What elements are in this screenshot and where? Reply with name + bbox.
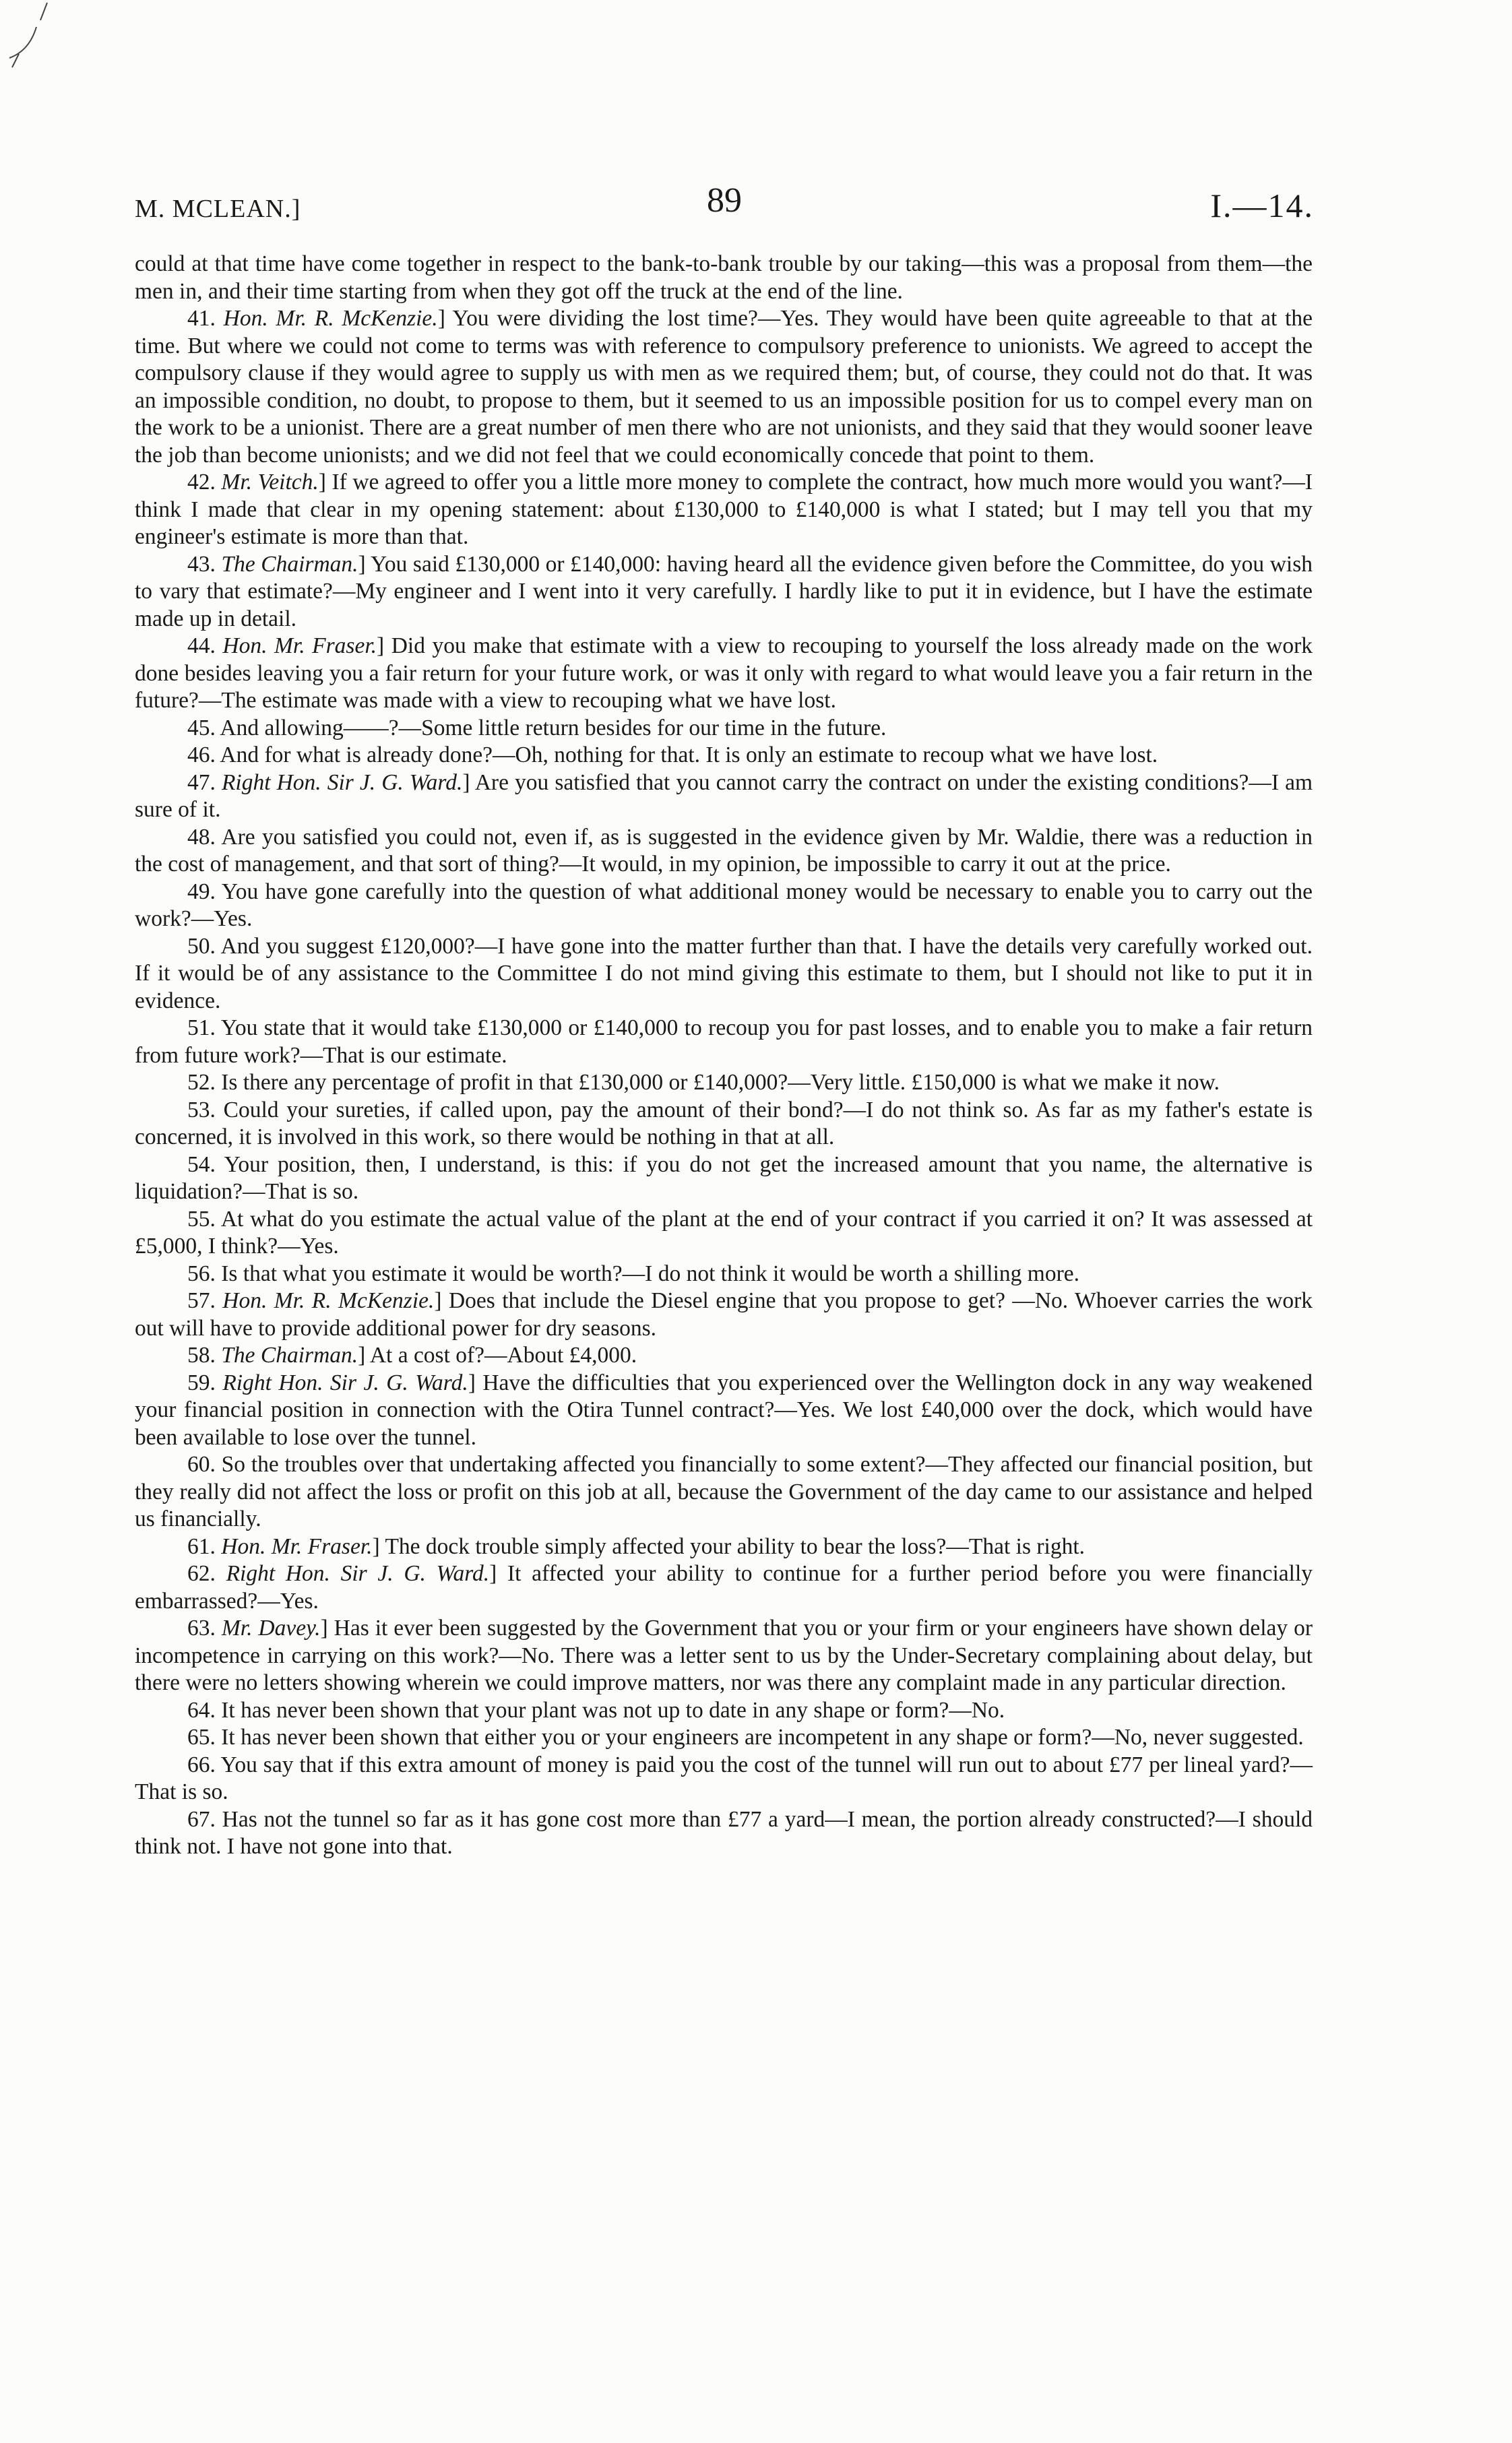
speaker: The Chairman. [221,551,358,577]
speaker: Right Hon. Sir J. G. Ward. [222,1370,468,1395]
evidence-text [135,251,1313,1861]
question-60: 60. So the troubles over that undertaking affected you financially to some extent?—They affected our financial position, but they really did not affect the loss or profit on this job at all, because the Government of the day came to our assistance and helped us financially. [135,1452,1313,1531]
question-64: 64. It has never been shown that your plant was not up to date in any shape or form?—No. [187,1697,1005,1723]
question-62: 62. Right Hon. Sir J. G. Ward.] It affected your ability to continue for a further period before you were financially embarrassed?—Yes. [135,1561,1313,1614]
question-47: 47. Right Hon. Sir J. G. Ward.] Are you satisfied that you cannot carry the contract on under the existing conditions?—I am sure of it. [135,769,1313,822]
question-45: 45. And allowing——?—Some little return besides for our time in the future. [187,715,887,740]
question-42: 42. Mr. Veitch.] If we agreed to offer you a little more money to complete the contract, how much more would you want?—I think I made that clear in my opening statement: about £130,000 to £140,000 is what I stated; but I may tell you that my engineer's estimate is more than that. [135,470,1313,549]
document-code: I.—14. [1210,187,1314,224]
question-52: 52. Is there any percentage of profit in that £130,000 or £140,000?—Very little. £150,000 is what we make it now. [187,1070,1220,1095]
question-66: 66. You say that if this extra amount of money is paid you the cost of the tunnel will run out to about £77 per lineal yard?—That is so. [135,1752,1313,1804]
page-header [135,181,1314,228]
question-57: 57. Hon. Mr. R. McKenzie.] Does that include the Diesel engine that you propose to get? —No. Whoever carries the work out will have to provide additional power for dry seasons. [135,1288,1313,1341]
question-51: 51. You state that it would take £130,000 or £140,000 to recoup you for past losses, and to enable you to make a fair return from future work?—That is our estimate. [135,1015,1313,1068]
pencil-mark-icon [5,0,53,74]
speaker: Hon. Mr. Fraser. [222,633,377,658]
question-41: 41. Hon. Mr. R. McKenzie.] You were dividing the lost time?—Yes. They would have been quite agreeable to that at the time. But where we could not come to terms was with reference to compulsory preference to unionists. We agreed to accept the compulsory clause if they would agree to supply us with men as we required them; but, of course, they could not do that. It was an impossible condition, no doubt, to propose to them, but it seemed to us an impossible position for us to compel every man on the work to be a unionist. There are a great number of men there who are not unionists, and they said that they would sooner leave the job than become unionists; and we did not feel that we could economically concede that point to them. [135,306,1313,468]
speaker: Right Hon. Sir J. G. Ward. [226,1561,490,1586]
question-43: 43. The Chairman.] You said £130,000 or £140,000: having heard all the evidence given before the Committee, do you wish to vary that estimate?—My engineer and I went into it very carefully. I hardly like to put it in evidence, but I have the estimate made up in detail. [135,551,1313,631]
page-number: 89 [707,181,742,220]
question-54: 54. Your position, then, I understand, is this: if you do not get the increased amount that you name, the alternative is liquidation?—That is so. [135,1151,1313,1204]
question-59: 59. Right Hon. Sir J. G. Ward.] Have the difficulties that you experienced over the Wellington dock in any way weakened your financial position in connection with the Otira Tunnel contract?—Yes. We lost £40,000 over the dock, which would have been available to lose over the tunnel. [135,1370,1313,1450]
question-44: 44. Hon. Mr. Fraser.] Did you make that estimate with a view to recouping to yourself the loss already made on the work done besides leaving you a fair return for your future work, or was it only with regard to what would leave you a fair return in the future?—The estimate was made with a view to recouping what we have lost. [135,633,1313,713]
speaker: Mr. Davey. [221,1616,321,1641]
speaker: Hon. Mr. R. McKenzie. [223,306,438,331]
question-53: 53. Could your sureties, if called upon, pay the amount of their bond?—I do not think so. As far as my father's estate is concerned, it is involved in this work, so there would be nothing in that at all. [135,1097,1313,1149]
question-56: 56. Is that what you estimate it would be worth?—I do not think it would be worth a shilling more. [187,1261,1079,1286]
speaker: Hon. Mr. R. McKenzie. [222,1288,435,1313]
header-witness: M. MCLEAN.] [135,195,301,223]
speaker: Mr. Veitch. [221,470,319,495]
question-50: 50. And you suggest £120,000?—I have gone into the matter further than that. I have the details very carefully worked out. If it would be of any assistance to the Committee I do not mind giving this estimate to them, but I should not like to put it in evidence. [135,933,1313,1013]
question-48: 48. Are you satisfied you could not, even if, as is suggested in the evidence given by Mr. Waldie, there was a reduction in the cost of management, and that sort of thing?—It would, in my opinion, be impossible to carry it out at the price. [135,824,1313,877]
speaker: The Chairman. [221,1343,358,1368]
speaker: Right Hon. Sir J. G. Ward. [221,769,463,795]
question-67: 67. Has not the tunnel so far as it has gone cost more than £77 a yard—I mean, the portion already constructed?—I should think not. I have not gone into that. [135,1806,1313,1859]
question-65: 65. It has never been shown that either you or your engineers are incompetent in any shape or form?—No, never suggested. [187,1725,1304,1750]
question-61: 61. Hon. Mr. Fraser.] The dock trouble simply affected your ability to bear the loss?—That is right. [187,1533,1085,1559]
paragraph-text: could at that time have come together in respect to the bank-to-bank trouble by our taking—this was a proposal from them—the men in, and their time starting from when they got off the truck at the end of the line. [135,251,1313,304]
question-49: 49. You have gone carefully into the question of what additional money would be necessary to enable you to carry out the work?—Yes. [135,879,1313,931]
question-58: 58. The Chairman.] At a cost of?—About £4,000. [187,1343,637,1368]
question-63: 63. Mr. Davey.] Has it ever been suggested by the Government that you or your firm or your engineers have shown delay or incompetence in carrying on this work?—No. There was a letter sent to us by the Under-Secretary complaining about delay, but there were no letters showing wherein we could improve matters, nor was there any complaint made in any particular direction. [135,1616,1313,1695]
question-55: 55. At what do you estimate the actual value of the plant at the end of your contract if you carried it on? It was assessed at £5,000, I think?—Yes. [135,1206,1313,1259]
speaker: Hon. Mr. Fraser. [221,1533,373,1559]
question-46: 46. And for what is already done?—Oh, nothing for that. It is only an estimate to recoup what we have lost. [187,742,1158,767]
paragraph-continued [135,251,1313,305]
